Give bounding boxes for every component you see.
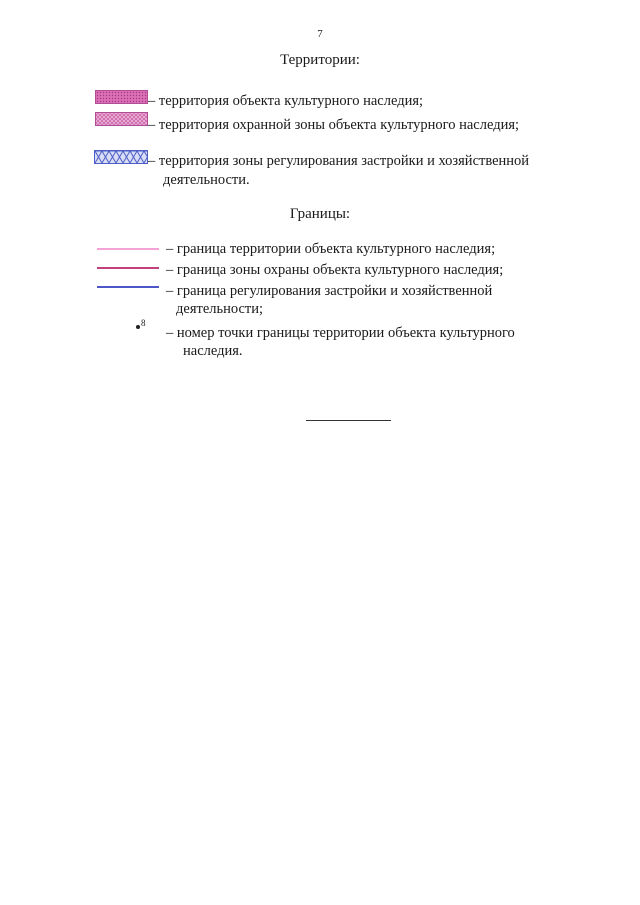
legend-swatch-protection-zone [95, 112, 148, 126]
legend-swatch-regulation-zone [94, 150, 148, 164]
legend-label-boundary-point-line2: наследия. [183, 343, 243, 359]
legend-line-protection-boundary [97, 267, 159, 269]
legend-label-regulation-boundary-line2: деятельности; [176, 301, 264, 317]
legend-label-protection-boundary: – граница зоны охраны объекта культурного наследия; [166, 262, 504, 278]
boundaries-heading: Границы: [289, 206, 351, 222]
end-rule [306, 420, 391, 421]
page-number: 7 [317, 28, 323, 40]
territories-heading: Территории: [280, 52, 360, 68]
legend-label-boundary-point-line1: – номер точки границы территории объекта культурного [166, 325, 515, 341]
legend-label-regulation-boundary-line1: – граница регулирования застройки и хозяйственной [166, 283, 493, 299]
legend-line-heritage-boundary [97, 248, 159, 250]
legend-label-regulation-zone-line1: – территория зоны регулирования застройки и хозяйственной [148, 153, 530, 169]
legend-label-heritage-boundary: – граница территории объекта культурного наследия; [166, 241, 496, 257]
legend-line-regulation-boundary [97, 286, 159, 288]
boundary-point-number: 8 [141, 318, 146, 328]
boundary-point-dot-icon [136, 325, 140, 329]
legend-label-heritage-territory: – территория объекта культурного наследия; [148, 93, 424, 109]
legend-swatch-heritage-territory [95, 90, 148, 104]
legend-label-regulation-zone-line2: деятельности. [163, 172, 250, 188]
legend-label-protection-zone: – территория охранной зоны объекта культурного наследия; [148, 117, 520, 133]
